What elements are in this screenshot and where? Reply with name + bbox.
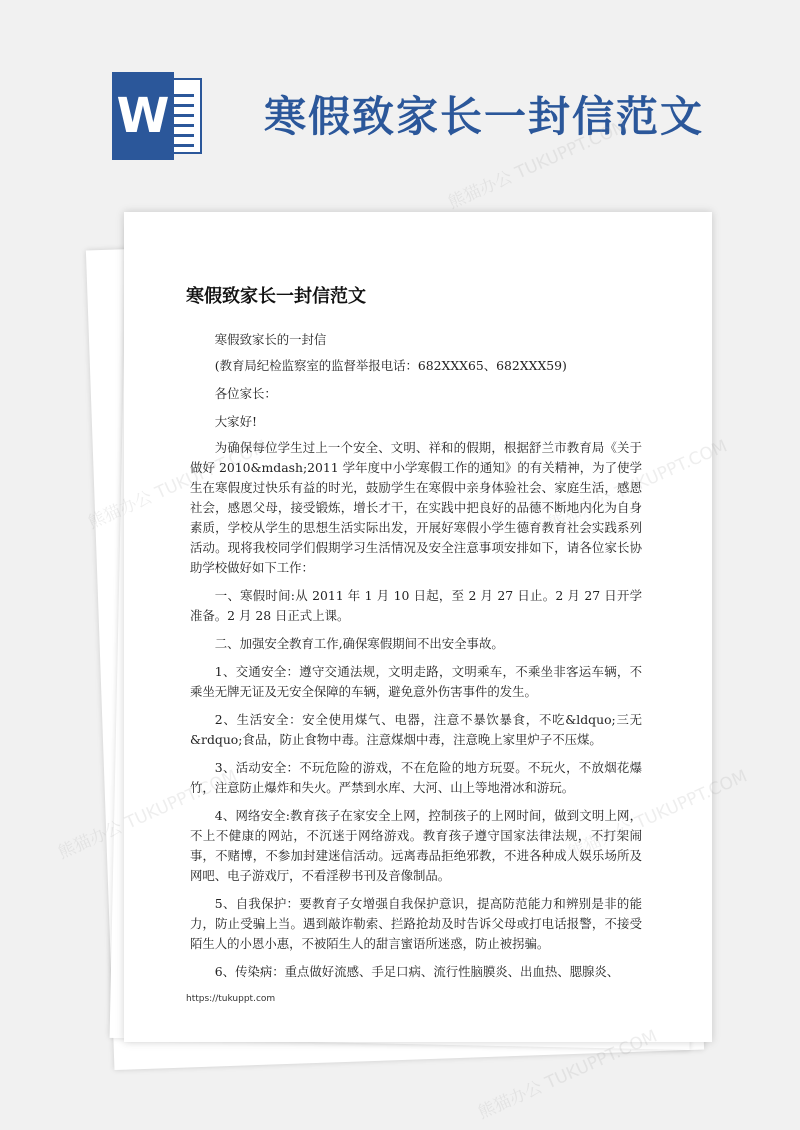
footer-url: https://tukuppt.com: [186, 994, 276, 1004]
document-header: [0, 0, 800, 200]
document-page: [124, 212, 712, 1042]
watermark: 熊猫办公: [55, 817, 126, 864]
paragraph-traffic: 1、交通安全：遵守交通法规，文明走路，文明乘车，不乘坐非客运车辆，不乘坐无牌无证及无安全保障的车辆，避免意外伤害事件的发生。: [190, 664, 642, 699]
paragraph-heading: 寒假致家长的一封信: [214, 332, 327, 347]
paragraph-selfprotect: 5、自我保护：要教育子女增强自我保护意识，提高防范能力和辨别是非的能力，防止受骗上当。遇到敲诈勒索、拦路抢劫及时告诉父母或打电话报警，不接受陌生人的小恩小惠，不被陌生人的甜言蜜语所迷惑，防止被拐骗。: [190, 896, 642, 951]
header-title: 寒假致家长一封信范文: [264, 92, 705, 141]
watermark: 熊猫办公 TUKUPPT.COM: [445, 116, 631, 214]
word-document-icon: [112, 72, 208, 160]
word-icon-badge: W: [112, 72, 174, 160]
page-title: 寒假致家长一封信范文: [186, 286, 366, 307]
paragraph-disease: 6、传染病：重点做好流感、手足口病、流行性脑膜炎、出血热、腮腺炎、: [214, 964, 620, 979]
paragraph-safety: 二、加强安全教育工作,确保寒假期间不出安全事故。: [214, 636, 504, 651]
paragraph-network: 4、网络安全:教育孩子在家安全上网，控制孩子的上网时间，做到文明上网，不上不健康的网站，不沉迷于网络游戏。教育孩子遵守国家法律法规，不打架闹事，不赌博，不参加封建迷信活动。远离毒品拒绝邪教，不进各种成人娱乐场所及网吧、电子游戏厅，不看淫秽书刊及音像制品。: [190, 808, 642, 883]
paragraph-activity: 3、活动安全：不玩危险的游戏，不在危险的地方玩耍。不玩火，不放烟花爆竹，注意防止爆炸和失火。严禁到水库、大河、山上等地滑冰和游玩。: [190, 760, 642, 795]
paragraph-salutation: 各位家长：: [214, 386, 277, 401]
paragraph-greeting: 大家好!: [214, 414, 257, 429]
document-body: [190, 330, 642, 988]
paragraph-life: 2、生活安全：安全使用煤气、电器，注意不暴饮暴食，不吃&ldquo;三无&rdquo;食品，防止食物中毒。注意煤烟中毒，注意晚上家里炉子不压煤。: [190, 712, 642, 747]
watermark: 熊猫办公 TUKUPPT.COM: [475, 1026, 661, 1124]
paragraph-time: 一、寒假时间:从 2011 年 1 月 10 日起，至 2 月 27 日止。2 月 27 日开学准备。2 月 28 日正式上课。: [190, 588, 642, 623]
paragraph-phone: (教育局纪检监察室的监督举报电话：682XXX65、682XXX59): [214, 358, 567, 373]
paragraph-intro: 为确保每位学生过上一个安全、文明、祥和的假期，根据舒兰市教育局《关于做好 2010&mdash;2011 学年度中小学寒假工作的通知》的有关精神，为了使学生在寒假度过快乐有益的时光，鼓励学生在寒假中亲身体验社会、家庭生活，感恩社会，感恩父母，接受锻炼，增长才干，在实践中把良好的品德不断地内化为自身素质，学校从学生的思想生活实际出发，开展好寒假小学生德育教育社会实践系列活动。现将我校同学们假期学习生活情况及安全注意事项安排如下，请各位家长协助学校做好如下工作：: [190, 440, 642, 575]
